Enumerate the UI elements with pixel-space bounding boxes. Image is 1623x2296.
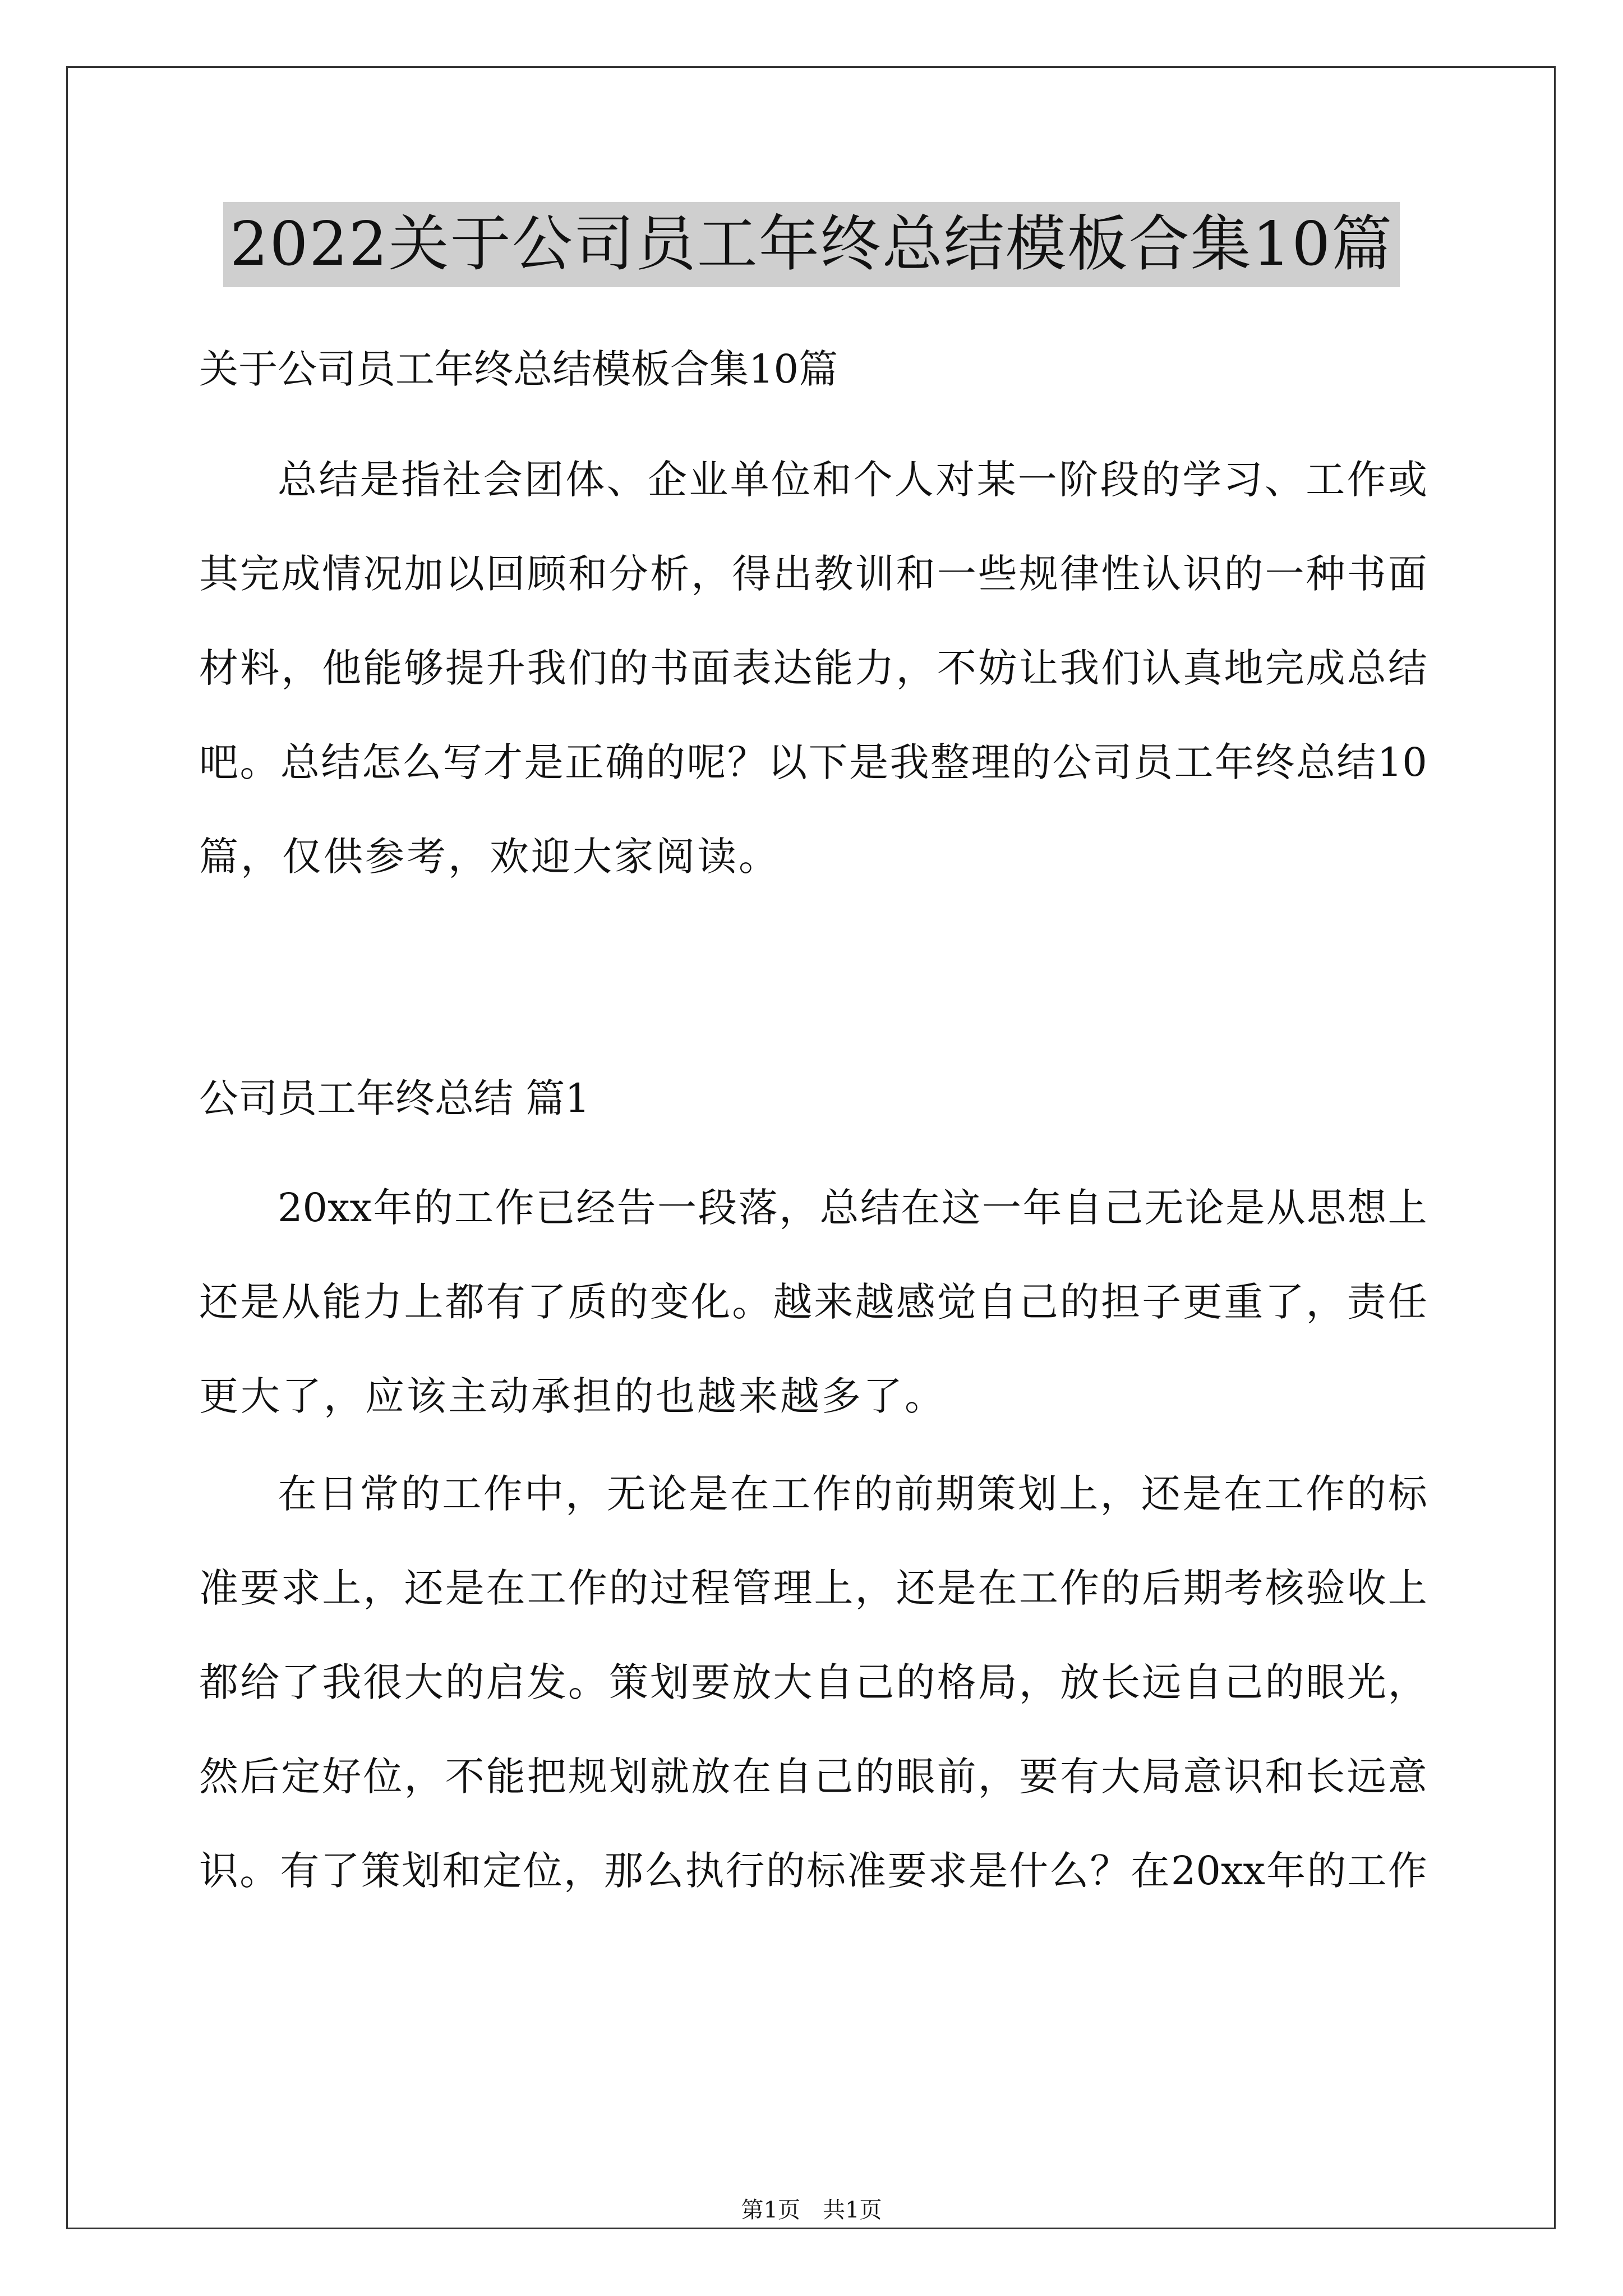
paragraph-line: 更大了，应该主动承担的也越来越多了。 bbox=[199, 1373, 946, 1419]
intro-paragraph bbox=[199, 446, 1427, 917]
paragraph-line: 在 日 常 的 工 作 中 ， 无 论 是 在 工 作 的 前 期 策 划 上 ， 还 是 在 工 作 的 标 bbox=[278, 1471, 1427, 1517]
section-heading: 公司员工年终总结 篇1 bbox=[199, 1075, 590, 1121]
paragraph-line: 材 料 ， 他 能 够 提 升 我 们 的 书 面 表 达 能 力 ， 不 妨 让 我 们 认 真 地 完 成 总 结 bbox=[199, 645, 1427, 691]
paragraph-line: 准 要 求 上 ， 还 是 在 工 作 的 过 程 管 理 上 ， 还 是 在 工 作 的 后 期 考 核 验 收 上 bbox=[199, 1565, 1427, 1611]
paragraph-line: 吧 。 总 结 怎 么 写 才 是 正 确 的 呢 ？ 以 下 是 我 整 理 的 公 司 员 工 年 终 总 结 10 bbox=[199, 739, 1427, 785]
paragraph-line: 识 。 有 了 策 划 和 定 位 ， 那 么 执 行 的 标 准 要 求 是 什 么 ？ 在 20xx 年 的 工 作 bbox=[199, 1848, 1427, 1894]
paragraph-line: 总 结 是 指 社 会 团 体 、 企 业 单 位 和 个 人 对 某 一 阶 段 的 学 习 、 工 作 或 bbox=[278, 457, 1427, 503]
paragraph-line: 都 给 了 我 很 大 的 启 发 。 策 划 要 放 大 自 己 的 格 局 ， 放 长 远 自 己 的 眼 光 ， bbox=[199, 1659, 1427, 1705]
subtitle-block bbox=[199, 335, 1427, 403]
section1-paragraph-1 bbox=[199, 1174, 1427, 1457]
section-heading-block bbox=[199, 1065, 1427, 1132]
paragraph-line: 20xx 年 的 工 作 已 经 告 一 段 落 ， 总 结 在 这 一 年 自 己 无 论 是 从 思 想 上 bbox=[278, 1185, 1427, 1231]
paragraph-line: 篇，仅供参考，欢迎大家阅读。 bbox=[199, 834, 780, 880]
page-footer: 第1页 共1页 bbox=[741, 2197, 882, 2223]
document-subtitle: 关于公司员工年终总结模板合集10篇 bbox=[199, 346, 838, 392]
paragraph-line: 其 完 成 情 况 加 以 回 顾 和 分 析 ， 得 出 教 训 和 一 些 规 律 性 认 识 的 一 种 书 面 bbox=[199, 551, 1427, 597]
section1-paragraph-2 bbox=[199, 1460, 1427, 1931]
document-title: 2022关于公司员工年终总结模板合集10篇 bbox=[223, 202, 1400, 287]
paragraph-line: 还 是 从 能 力 上 都 有 了 质 的 变 化 。 越 来 越 感 觉 自 己 的 担 子 更 重 了 ， 责 任 bbox=[199, 1279, 1427, 1325]
title-container bbox=[0, 202, 1623, 287]
paragraph-line: 然 后 定 好 位 ， 不 能 把 规 划 就 放 在 自 己 的 眼 前 ， 要 有 大 局 意 识 和 长 远 意 bbox=[199, 1754, 1427, 1800]
